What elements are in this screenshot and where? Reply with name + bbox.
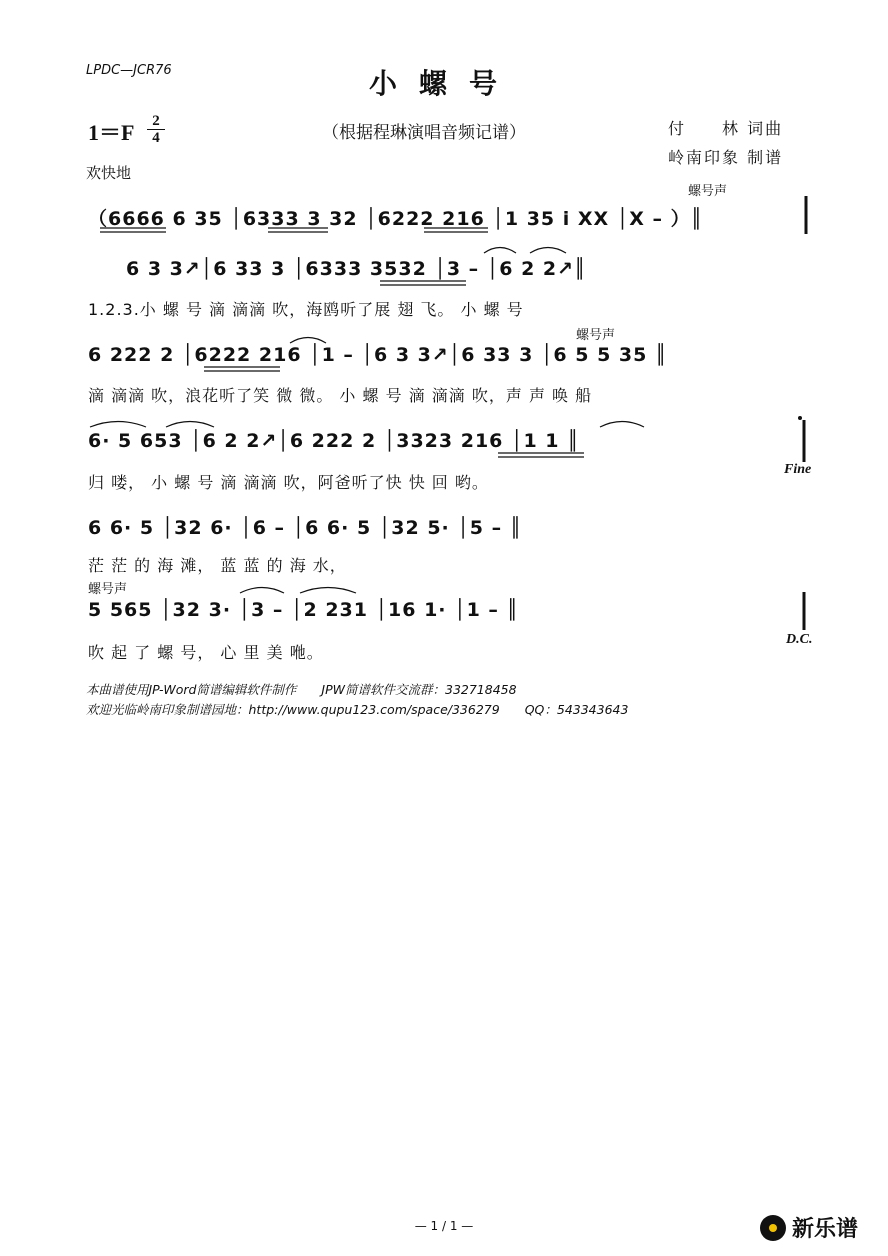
slur [240, 588, 284, 594]
score-row-intro: （6666 6 35 │6333 3 32 │6222 216 │1 35 i XX │X – ）║ [88, 208, 704, 230]
credit-arranger: 岭南印象 制谱 [668, 148, 784, 167]
slur [530, 248, 566, 254]
key-signature: 1＝F [88, 120, 135, 145]
footer-website-note: 欢迎光临岭南印象制谱园地：http://www.qupu123.com/space/336279 QQ：543343643 [86, 702, 629, 717]
lyrics-row-2: 滴 滴滴 吹，浪花听了笑 微 微。 小 螺 号 滴 滴滴 吹，声 声 唤 船 [88, 386, 593, 405]
lyrics-row-4: 茫 茫 的 海 滩， 蓝 蓝 的 海 水， [88, 556, 347, 575]
slur [290, 338, 326, 344]
score-row-3: 6· 5 653 │6 2 2↗│6 222 2 │3323 216 │1 1 ║ [88, 430, 580, 452]
credit-lyrics-music: 付 林 词曲 [668, 119, 784, 138]
dc-mark: D.C. [786, 632, 813, 647]
score-row-2: 6 222 2 │6222 216 │1 – │6 3 3↗│6 33 3 │6 5 5 35 ║ [88, 344, 668, 366]
record-disc-icon [760, 1215, 786, 1241]
fermata-dot [798, 416, 802, 420]
score-row-5: 5 565 │32 3· │3 – │2 231 │16 1· │1 – ║ [88, 599, 519, 621]
horn-sound-label: 螺号声 [688, 184, 728, 199]
horn-sound-label: 螺号声 [88, 582, 128, 597]
subtitle: （根据程琳演唱音频记谱） [322, 123, 526, 143]
slur [300, 588, 356, 594]
lyrics-row-5: 吹 起 了 螺 号， 心 里 美 咃。 [88, 643, 324, 662]
brand-logo [760, 1212, 858, 1243]
slur [90, 422, 146, 428]
lyrics-row-3: 归 喽， 小 螺 号 滴 滴滴 吹，阿爸听了快 快 回 哟。 [88, 473, 489, 492]
slur [166, 422, 214, 428]
tempo-marking: 欢快地 [86, 164, 132, 182]
song-title: 小螺号 [368, 67, 519, 100]
score-row-4: 6 6· 5 │32 6· │6 – │6 6· 5 │32 5· │5 – ║ [88, 517, 523, 539]
fine-mark: Fine [784, 462, 812, 477]
horn-sound-label: 螺号声 [576, 328, 616, 343]
page-number: — 1 / 1 — [414, 1219, 474, 1233]
lyrics-row-1: 1.2.3.小 螺 号 滴 滴滴 吹，海鸥听了展 翅 飞。 小 螺 号 [88, 300, 524, 319]
time-top: 2 [152, 113, 160, 129]
slur [600, 422, 644, 428]
time-bottom: 4 [152, 130, 160, 146]
score-row-1: 6 3 3↗│6 33 3 │6333 3532 │3 – │6 2 2↗║ [126, 258, 587, 280]
slur [484, 248, 516, 254]
score-code: LPDC—JCR76 [86, 63, 172, 78]
brand-name: 新乐谱 [792, 1217, 859, 1242]
footer-software-note: 本曲谱使用JP-Word简谱编辑软件制作 JPW简谱软件交流群：332718458 [86, 682, 517, 697]
